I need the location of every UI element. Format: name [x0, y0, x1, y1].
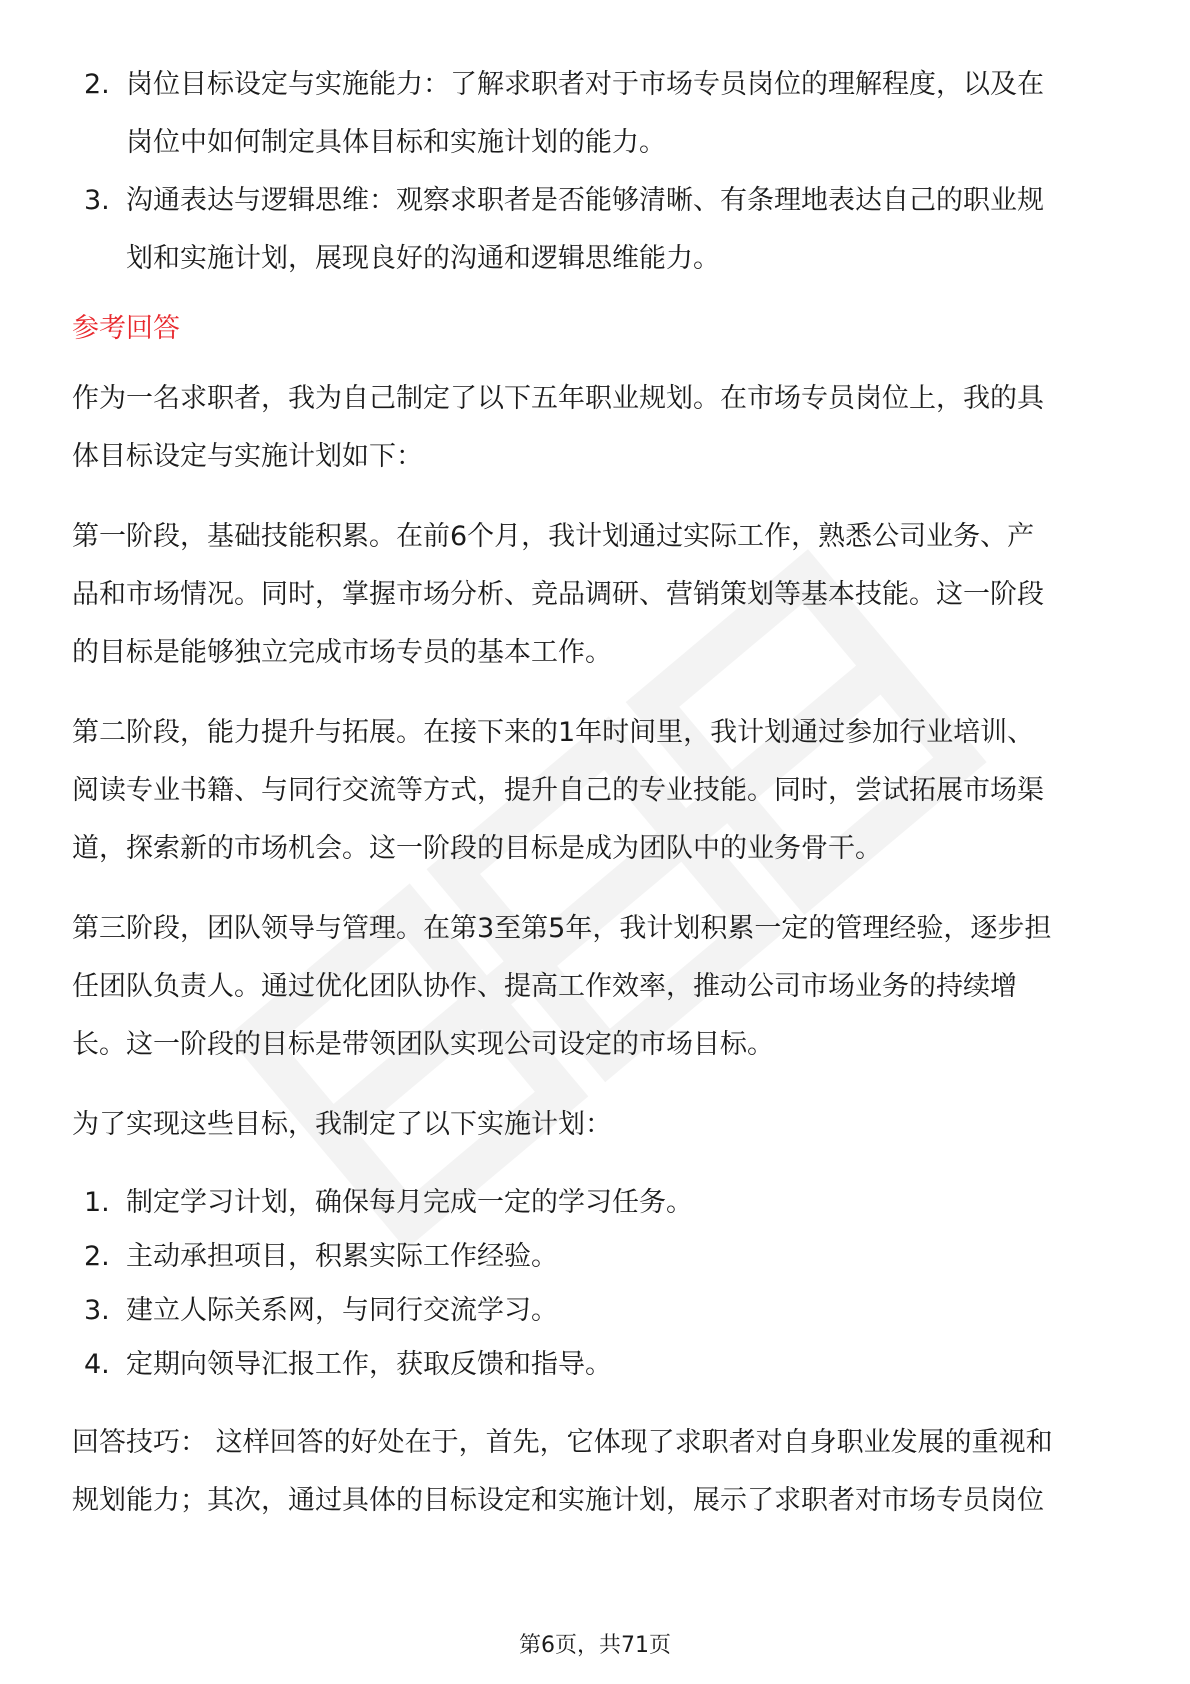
list-item	[72, 1284, 1122, 1338]
paragraph-line: 长。这一阶段的目标是带领团队实现公司设定的市场目标。	[72, 1029, 774, 1060]
section-heading: 参考回答	[72, 313, 180, 344]
paragraph-line: 第二阶段，能力提升与拓展。在接下来的1年时间里，我计划通过参加行业培训、	[72, 717, 1035, 748]
paragraph-line: 任团队负责人。通过优化团队协作、提高工作效率，推动公司市场业务的持续增	[72, 971, 1017, 1002]
list-number: 3.	[84, 1295, 110, 1326]
paragraph-line: 第三阶段，团队领导与管理。在第3至第5年，我计划积累一定的管理经验，逐步担	[72, 913, 1052, 944]
intro-paragraph	[72, 370, 1122, 486]
stage3-paragraph	[72, 900, 1122, 1074]
paragraph-line: 的目标是能够独立完成市场专员的基本工作。	[72, 637, 612, 668]
list-text: 制定学习计划，确保每月完成一定的学习任务。	[126, 1187, 693, 1218]
list-line: 岗位中如何制定具体目标和实施计划的能力。	[126, 127, 666, 158]
plan-intro: 为了实现这些目标，我制定了以下实施计划：	[72, 1109, 612, 1140]
list-number: 2.	[84, 1241, 110, 1272]
list-number: 1.	[84, 1187, 110, 1218]
stage1-paragraph	[72, 508, 1122, 682]
list-item	[72, 1230, 1122, 1284]
page-footer: 第6页，共71页	[519, 1633, 671, 1658]
paragraph-line: 品和市场情况。同时，掌握市场分析、竞品调研、营销策划等基本技能。这一阶段	[72, 579, 1044, 610]
list-text: 定期向领导汇报工作，获取反馈和指导。	[126, 1349, 612, 1380]
paragraph-line: 作为一名求职者，我为自己制定了以下五年职业规划。在市场专员岗位上，我的具	[72, 383, 1044, 414]
list-item	[72, 1176, 1122, 1230]
list-line: 划和实施计划，展现良好的沟通和逻辑思维能力。	[126, 243, 720, 274]
list-text: 建立人际关系网，与同行交流学习。	[126, 1295, 558, 1326]
list-item	[72, 172, 1122, 288]
list-number: 3.	[84, 185, 110, 216]
main-content	[72, 56, 1122, 1530]
criteria-list	[72, 56, 1122, 288]
list-item	[72, 56, 1122, 172]
paragraph-line: 规划能力；其次，通过具体的目标设定和实施计划，展示了求职者对市场专员岗位	[72, 1485, 1044, 1516]
list-item	[72, 1338, 1122, 1392]
paragraph-line: 回答技巧： 这样回答的好处在于，首先，它体现了求职者对自身职业发展的重视和	[72, 1427, 1053, 1458]
list-number: 4.	[84, 1349, 110, 1380]
paragraph-line: 第一阶段，基础技能积累。在前6个月，我计划通过实际工作，熟悉公司业务、产	[72, 521, 1035, 552]
stage2-paragraph	[72, 704, 1122, 878]
paragraph-line: 阅读专业书籍、与同行交流等方式，提升自己的专业技能。同时，尝试拓展市场渠	[72, 775, 1044, 806]
paragraph-line: 道，探索新的市场机会。这一阶段的目标是成为团队中的业务骨干。	[72, 833, 882, 864]
list-line: 岗位目标设定与实施能力：了解求职者对于市场专员岗位的理解程度，以及在	[126, 69, 1044, 100]
list-line: 沟通表达与逻辑思维：观察求职者是否能够清晰、有条理地表达自己的职业规	[126, 185, 1044, 216]
tips-paragraph	[72, 1414, 1122, 1530]
list-text: 主动承担项目，积累实际工作经验。	[126, 1241, 558, 1272]
paragraph-line: 体目标设定与实施计划如下：	[72, 441, 423, 472]
plan-list	[72, 1176, 1122, 1392]
list-number: 2.	[84, 69, 110, 100]
